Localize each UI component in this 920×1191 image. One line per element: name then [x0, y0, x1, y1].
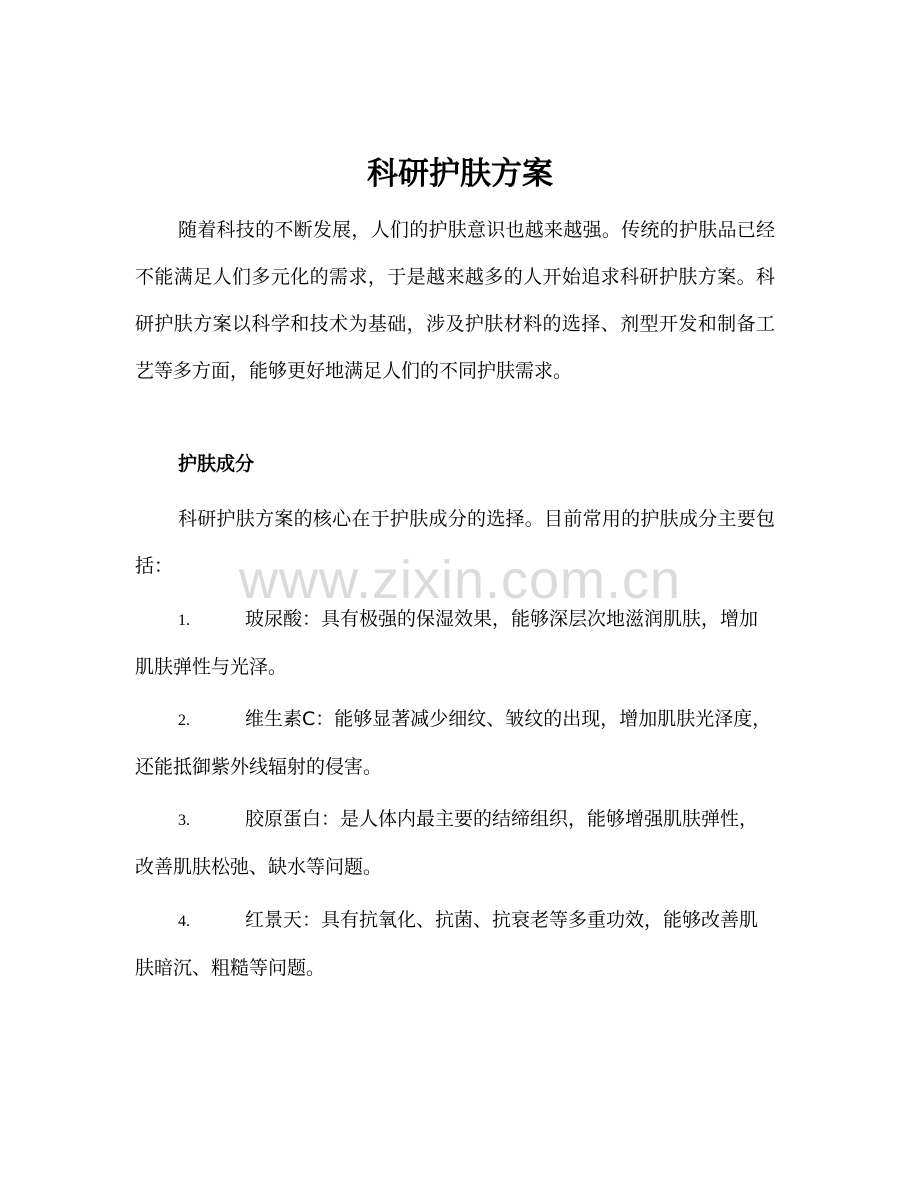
list-item — [135, 696, 775, 791]
list-item-text: 玻尿酸：具有极强的保湿效果，能够深层次地滋润肌肤，增加肌肤弹性与光泽。 — [135, 608, 759, 678]
list-item-text: 维生素C：能够显著减少细纹、皱纹的出现，增加肌肤光泽度，还能抵御紫外线辐射的侵害。 — [135, 708, 772, 778]
list-item — [135, 897, 775, 992]
document-title: 科研护肤方案 — [367, 156, 553, 192]
section-intro-paragraph: 科研护肤方案的核心在于护肤成分的选择。目前常用的护肤成分主要包括： — [135, 508, 775, 577]
list-item-text: 红景天：具有抗氧化、抗菌、抗衰老等多重功效，能够改善肌肤暗沉、粗糙等问题。 — [135, 909, 759, 979]
list-item-text: 胶原蛋白：是人体内最主要的结缔组织，能够增强肌肤弹性，改善肌肤松弛、缺水等问题。 — [135, 808, 759, 878]
list-item — [135, 596, 775, 691]
watermark: www.zixin.com.cn — [238, 550, 682, 610]
list-item-number: 4. — [178, 913, 190, 930]
list-item — [135, 796, 775, 891]
list-item-number: 2. — [178, 712, 190, 729]
list-item-number: 1. — [178, 612, 190, 629]
list-item-number: 3. — [178, 812, 190, 829]
intro-paragraph: 随着科技的不断发展，人们的护肤意识也越来越强。传统的护肤品已经不能满足人们多元化的需求，于是越来越多的人开始追求科研护肤方案。科研护肤方案以科学和技术为基础，涉及护肤材料的选择、剂型开发和制备工艺等多方面，能够更好地满足人们的不同护肤需求。 — [135, 219, 775, 382]
section-heading: 护肤成分 — [178, 453, 255, 475]
